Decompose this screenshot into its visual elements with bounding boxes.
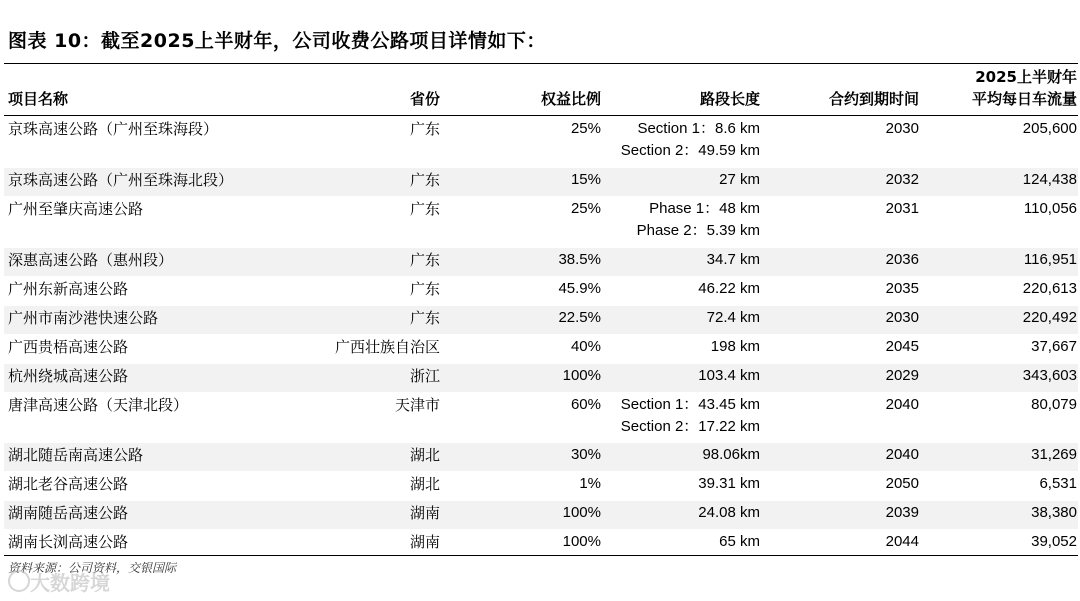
cell-traffic: 220,613 (1022, 280, 1077, 297)
header-expiry: 合约到期时间 (828, 90, 919, 108)
cell-project-name: 湖北随岳南高速公路 (8, 446, 144, 464)
cell-length: 103.4 km (698, 367, 760, 384)
table-header-rule (4, 115, 1078, 116)
cell-traffic: 220,492 (1022, 309, 1077, 326)
cell-expiry: 2031 (885, 200, 919, 217)
source-note: 资料来源：公司资料，交银国际 (8, 561, 177, 575)
cell-length: 39.31 km (698, 475, 760, 492)
cell-equity: 100% (562, 533, 601, 550)
cell-province: 广东 (409, 251, 440, 269)
cell-expiry: 2035 (885, 280, 919, 297)
cell-province: 广东 (409, 120, 440, 138)
cell-length: Section 1：43.45 km (620, 396, 760, 413)
cell-equity: 30% (570, 446, 601, 463)
cell-project-name: 京珠高速公路（广州至珠海段） (8, 120, 219, 138)
cell-length: Phase 2：5.39 km (636, 222, 760, 239)
cell-expiry: 2030 (885, 309, 919, 326)
cell-expiry: 2029 (885, 367, 919, 384)
cell-province: 湖南 (409, 533, 440, 551)
cell-expiry: 2044 (885, 533, 919, 550)
cell-traffic: 205,600 (1022, 120, 1077, 137)
cell-province: 广西壮族自治区 (334, 338, 440, 356)
cell-length: 34.7 km (706, 251, 760, 268)
cell-traffic: 38,380 (1031, 504, 1077, 521)
header-length: 路段长度 (699, 90, 760, 108)
cell-project-name: 广州东新高速公路 (8, 280, 129, 298)
cell-equity: 38.5% (558, 251, 601, 268)
cell-traffic: 343,603 (1022, 367, 1077, 384)
cell-length: 98.06km (702, 446, 760, 463)
cell-traffic: 39,052 (1031, 533, 1077, 550)
cell-province: 天津市 (394, 396, 440, 414)
cell-province: 浙江 (409, 367, 440, 385)
cell-province: 广东 (409, 171, 440, 189)
header-traffic-line1: 2025上半财年 (975, 68, 1077, 86)
cell-province: 广东 (409, 309, 440, 327)
header-province: 省份 (409, 90, 440, 108)
cell-expiry: 2040 (885, 396, 919, 413)
cell-project-name: 唐津高速公路（天津北段） (8, 396, 189, 414)
cell-equity: 100% (562, 504, 601, 521)
cell-length: 24.08 km (698, 504, 760, 521)
cell-length: 198 km (710, 338, 760, 355)
cell-length: Section 1：8.6 km (637, 120, 760, 137)
cell-expiry: 2050 (885, 475, 919, 492)
cell-project-name: 广州市南沙港快速公路 (8, 309, 159, 327)
watermark-logo-icon (8, 570, 30, 592)
cell-province: 广东 (409, 280, 440, 298)
cell-traffic: 37,667 (1031, 338, 1077, 355)
cell-equity: 22.5% (558, 309, 601, 326)
cell-length: 27 km (719, 171, 760, 188)
cell-province: 湖南 (409, 504, 440, 522)
cell-traffic: 6,531 (1039, 475, 1077, 492)
cell-expiry: 2040 (885, 446, 919, 463)
cell-traffic: 110,056 (1023, 200, 1077, 217)
cell-project-name: 湖南长浏高速公路 (8, 533, 129, 551)
cell-expiry: 2030 (885, 120, 919, 137)
cell-equity: 25% (570, 200, 601, 217)
cell-project-name: 湖北老谷高速公路 (8, 475, 129, 493)
watermark: 大数跨境 (30, 571, 110, 595)
cell-traffic: 124,438 (1022, 171, 1077, 188)
cell-length: 46.22 km (698, 280, 760, 297)
header-traffic-line2: 平均每日车流量 (971, 90, 1077, 108)
cell-equity: 45.9% (558, 280, 601, 297)
cell-length: Phase 1：48 km (649, 200, 760, 217)
cell-project-name: 广西贵梧高速公路 (8, 338, 129, 356)
cell-project-name: 广州至肇庆高速公路 (8, 200, 144, 218)
cell-project-name: 深惠高速公路（惠州段） (8, 251, 174, 269)
header-project-name: 项目名称 (8, 90, 69, 108)
cell-equity: 1% (579, 475, 601, 492)
cell-equity: 100% (562, 367, 601, 384)
cell-project-name: 湖南随岳高速公路 (8, 504, 129, 522)
cell-province: 湖北 (409, 475, 440, 493)
cell-equity: 25% (570, 120, 601, 137)
cell-traffic: 80,079 (1031, 396, 1077, 413)
cell-equity: 60% (570, 396, 601, 413)
cell-length: Section 2：49.59 km (620, 142, 760, 159)
cell-equity: 40% (570, 338, 601, 355)
cell-expiry: 2045 (885, 338, 919, 355)
table-top-rule (4, 63, 1078, 64)
cell-equity: 15% (570, 171, 601, 188)
cell-project-name: 杭州绕城高速公路 (8, 367, 129, 385)
figure-title: 图表 10：截至2025上半财年，公司收费公路项目详情如下： (8, 30, 546, 52)
cell-traffic: 116,951 (1023, 251, 1077, 268)
cell-expiry: 2039 (885, 504, 919, 521)
header-equity: 权益比例 (540, 90, 601, 108)
cell-province: 广东 (409, 200, 440, 218)
cell-length: 72.4 km (706, 309, 760, 326)
cell-expiry: 2036 (885, 251, 919, 268)
cell-expiry: 2032 (885, 171, 919, 188)
cell-project-name: 京珠高速公路（广州至珠海北段） (8, 171, 234, 189)
cell-length: 65 km (719, 533, 760, 550)
cell-province: 湖北 (409, 446, 440, 464)
table-bottom-rule (4, 555, 1078, 556)
cell-traffic: 31,269 (1031, 446, 1077, 463)
cell-length: Section 2：17.22 km (620, 418, 760, 435)
